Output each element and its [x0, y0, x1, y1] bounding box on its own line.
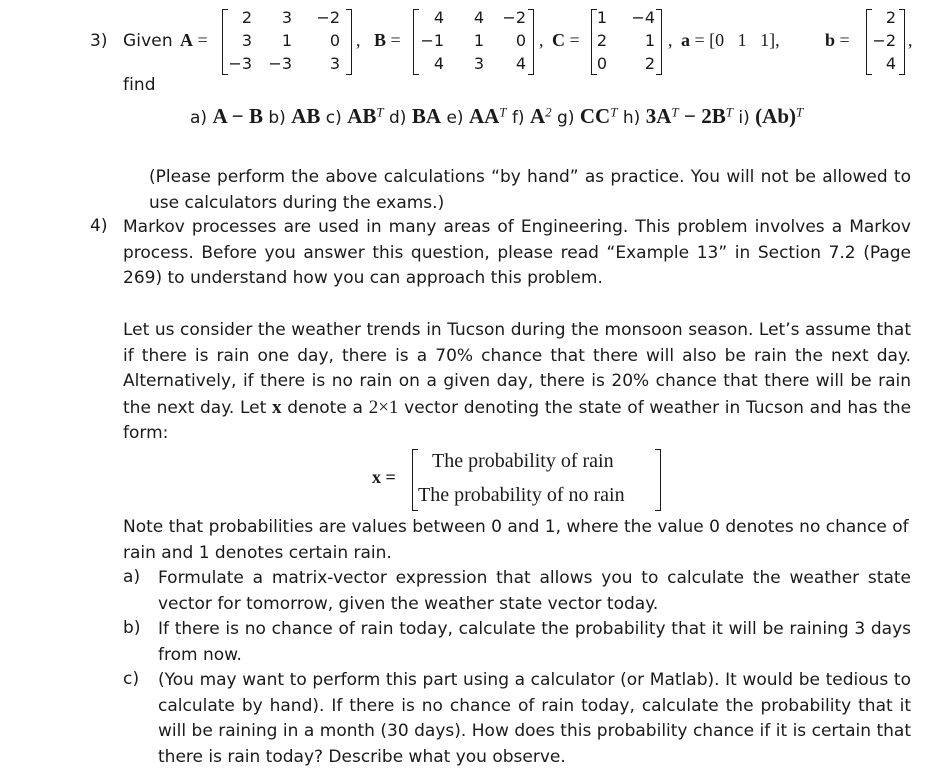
- x-symbol: x: [272, 396, 282, 418]
- vector-b-right-bracket: [899, 9, 905, 75]
- comma: ,: [539, 30, 544, 50]
- part-b: b) AB: [268, 104, 321, 128]
- cropped-previous-line: [123, 0, 293, 2]
- matrix-b-right-bracket: [528, 9, 534, 75]
- part-f: f) $A^2$: [511, 104, 552, 128]
- matrix-c: 1 −4 2 1 0 2: [596, 8, 655, 73]
- x-vector-lhs: x =: [372, 467, 396, 487]
- problem-4-weather-paragraph: Let us consider the weather trends in Tucson during the monsoon season. Let’s assume that if there is rain one day, there is a 70% chance that there will also be rain the next day. Alternatively, if there is no rain on a given day, there is 20% chance that there will be rain the next day. Let x denote a 2×1 vector denoting the state of weather in Tucson and has the form:: [123, 320, 912, 443]
- problem-4-intro: Markov processes are used in many areas of Engineering. This problem involves a Markov process. Before you answer this question, please read “Example 13” in Section 7.2 (Page 269) to understand how you can approach this problem.: [123, 217, 911, 288]
- matrix-a-right-bracket: [346, 9, 352, 75]
- operations-list: [190, 104, 803, 129]
- part-g: g) $CC^T$: [557, 104, 618, 128]
- matrix-b: 4 4 −2 −1 1 0 4 3 4: [420, 8, 526, 73]
- given-label: Given: [123, 31, 173, 51]
- item-a-text: Formulate a matrix-vector expression that allows you to calculate the weather state vector for tomorrow, given the weather state vector today.: [158, 568, 911, 614]
- part-c: c) $AB^T$: [325, 104, 384, 128]
- vector-a: a = [0 1 1],: [681, 30, 780, 50]
- part-d: d) BA: [389, 104, 442, 128]
- matrix-a-name: A =: [180, 30, 208, 50]
- part-a: a) A − B: [190, 104, 263, 128]
- problem-4-number: 4): [90, 216, 108, 236]
- problem-3-number: 3): [90, 31, 108, 51]
- comma: ,: [356, 30, 361, 50]
- find-label: find: [123, 75, 156, 95]
- matrix-a: 2 3 −2 3 1 0 −3 −3 3: [228, 8, 340, 73]
- x-vector-row-2: The probability of no rain: [418, 484, 625, 506]
- part-i: i) $(Ab)^T$: [738, 104, 804, 128]
- problem-3-note: (Please perform the above calculations “by hand” as practice. You will not be allowed to use calculators during the exams.): [149, 167, 911, 213]
- item-a-label: a): [123, 567, 141, 587]
- item-b-label: b): [123, 618, 141, 638]
- item-b-text: If there is no chance of rain today, calculate the probability that it will be raining 3 days from now.: [158, 619, 911, 665]
- vector-b-name: b =: [825, 30, 850, 50]
- probability-note: Note that probabilities are values between 0 and 1, where the value 0 denotes no chance of rain and 1 denotes certain rain.: [123, 517, 909, 563]
- item-c-text: (You may want to perform this part using a calculator (or Matlab). It would be tedious to calculate by hand). If there is no chance of rain today, calculate the probability that it will be raining in a month (30 days). How does this probability chance if it is certain that there is rain today? Describe what you observe.: [158, 670, 911, 767]
- matrix-c-name: C =: [552, 30, 580, 50]
- comma: ,: [908, 30, 913, 50]
- vector-b: 2 −2 4: [872, 8, 896, 73]
- part-h: h) $3A^T - 2B^T$: [622, 104, 733, 128]
- item-c-label: c): [123, 669, 140, 689]
- x-vector-row-1: The probability of rain: [432, 450, 614, 472]
- comma: ,: [668, 30, 673, 50]
- dimension-label: 2×1: [368, 396, 399, 418]
- part-e: e) $AA^T$: [446, 104, 507, 128]
- matrix-c-right-bracket: [656, 9, 662, 75]
- x-vector-right-bracket: [655, 449, 661, 511]
- matrix-b-name: B =: [374, 30, 401, 50]
